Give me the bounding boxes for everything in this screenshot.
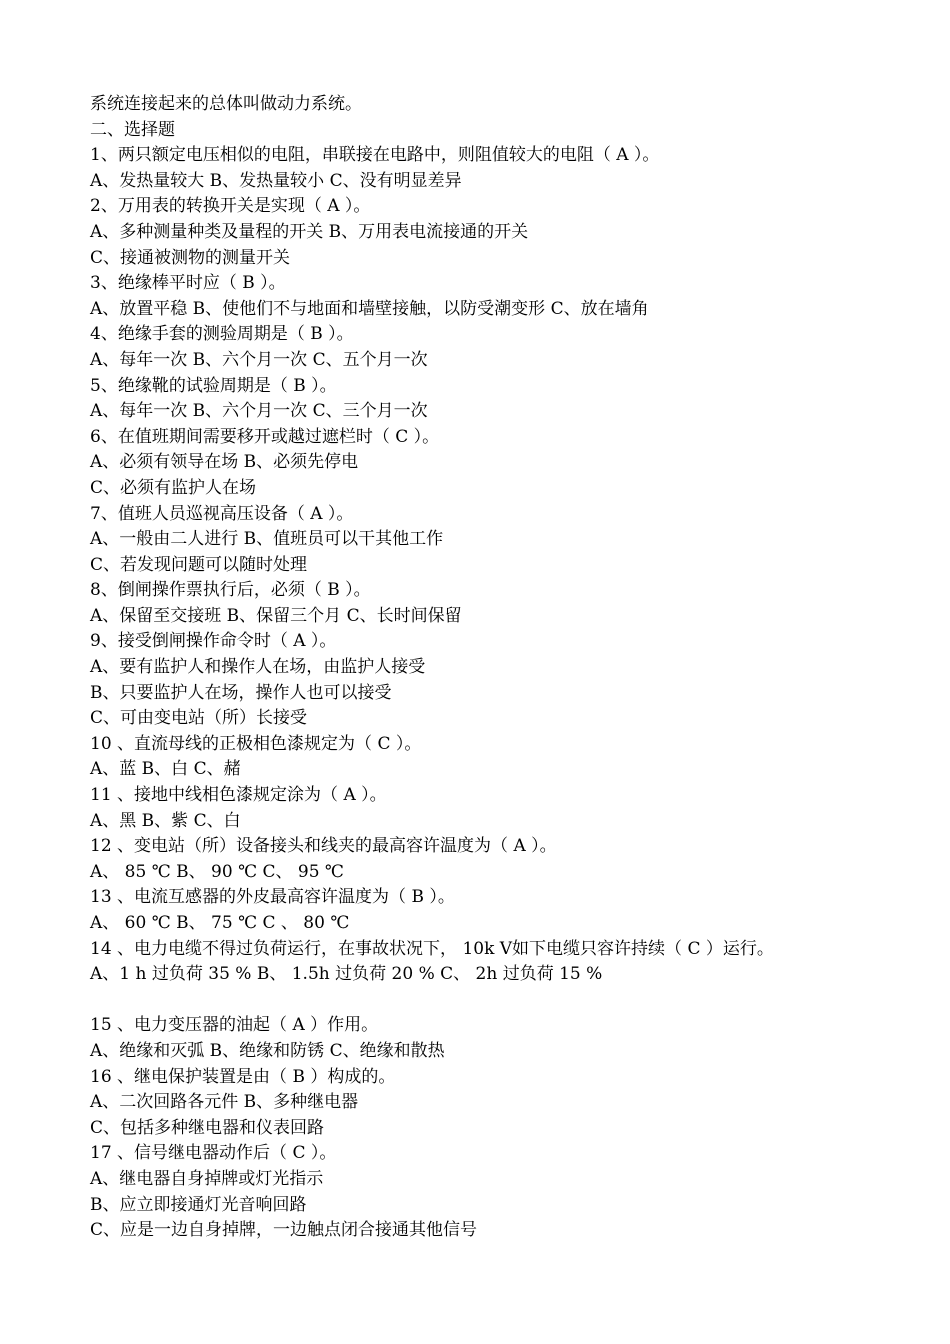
question-line: 6、在值班期间需要移开或越过遮栏时（ C ）。 xyxy=(90,426,440,447)
option-line: C、应是一边自身掉牌，一边触点闭合接通其他信号 xyxy=(90,1220,478,1241)
option-line: B、只要监护人在场，操作人也可以接受 xyxy=(90,682,392,703)
option-line: A、1 h 过负荷 35 % B、 1.5h 过负荷 20 % C、 2h 过负荷 15 % xyxy=(90,964,603,985)
question-line: 7、值班人员巡视高压设备（ A ）。 xyxy=(90,503,354,524)
question-line: 14 、电力电缆不得过负荷运行，在事故状况下， 10k V如下电缆只容许持续（ C ）运行。 xyxy=(90,938,774,959)
option-line: A、 60 ℃ B、 75 ℃ C 、 80 ℃ xyxy=(90,913,350,933)
option-line: A、每年一次 B、六个月一次 C、五个月一次 xyxy=(90,349,428,370)
option-line: C、接通被测物的测量开关 xyxy=(90,247,291,268)
option-line: A、绝缘和灭弧 B、绝缘和防锈 C、绝缘和散热 xyxy=(90,1040,445,1061)
option-line: C、若发现问题可以随时处理 xyxy=(90,554,308,575)
option-line: A、多种测量种类及量程的开关 B、万用表电流接通的开关 xyxy=(90,221,529,242)
question-line: 17 、信号继电器动作后（ C ）。 xyxy=(90,1143,337,1164)
option-line: B、应立即接通灯光音响回路 xyxy=(90,1194,307,1215)
option-line: A、继电器自身掉牌或灯光指示 xyxy=(90,1168,324,1189)
document-body xyxy=(90,92,930,1244)
option-line: A、保留至交接班 B、保留三个月 C、长时间保留 xyxy=(90,605,462,626)
option-line: A、黑 B、紫 C、白 xyxy=(90,810,241,831)
question-line: 13 、电流互感器的外皮最高容许温度为（ B ）。 xyxy=(90,887,455,908)
option-line: A、二次回路各元件 B、多种继电器 xyxy=(90,1092,359,1113)
option-line: A、发热量较大 B、发热量较小 C、没有明显差异 xyxy=(90,170,462,191)
option-line: C、包括多种继电器和仪表回路 xyxy=(90,1117,325,1138)
blank-line xyxy=(90,988,930,1014)
option-line: A、每年一次 B、六个月一次 C、三个月一次 xyxy=(90,401,428,422)
question-line: 2、万用表的转换开关是实现（ A ）。 xyxy=(90,196,371,217)
option-line: C、可由变电站（所）长接受 xyxy=(90,708,308,729)
question-line: 5、绝缘靴的试验周期是（ B ）。 xyxy=(90,375,337,396)
question-line: 15 、电力变压器的油起（ A ）作用。 xyxy=(90,1015,379,1036)
question-line: 8、倒闸操作票执行后，必须（ B ）。 xyxy=(90,580,371,601)
question-line: 4、绝缘手套的测验周期是（ B ）。 xyxy=(90,324,354,345)
option-line: A、 85 ℃ B、 90 ℃ C、 95 ℃ xyxy=(90,861,344,882)
question-line: 11 、接地中线相色漆规定涂为（ A ）。 xyxy=(90,785,387,806)
question-line: 12 、变电站（所）设备接头和线夹的最高容许温度为（ A ）。 xyxy=(90,836,557,857)
question-line: 3、绝缘棒平时应（ B ）。 xyxy=(90,273,286,294)
question-line: 9、接受倒闸操作命令时（ A ）。 xyxy=(90,631,337,652)
option-line: C、必须有监护人在场 xyxy=(90,477,257,498)
option-line: A、要有监护人和操作人在场，由监护人接受 xyxy=(90,657,426,678)
option-line: A、蓝 B、白 C、赭 xyxy=(90,759,241,780)
text-line: 系统连接起来的总体叫做动力系统。 xyxy=(90,94,362,114)
option-line: A、放置平稳 B、使他们不与地面和墙壁接触，以防受潮变形 C、放在墙角 xyxy=(90,298,649,319)
section-heading: 二、选择题 xyxy=(90,119,175,140)
question-line: 16 、继电保护装置是由（ B ）构成的。 xyxy=(90,1066,396,1087)
option-line: A、一般由二人进行 B、值班员可以干其他工作 xyxy=(90,529,444,550)
question-line: 1、两只额定电压相似的电阻，串联接在电路中，则阻值较大的电阻（ A ）。 xyxy=(90,145,660,166)
option-line: A、必须有领导在场 B、必须先停电 xyxy=(90,452,359,473)
question-line: 10 、直流母线的正极相色漆规定为（ C ）。 xyxy=(90,733,422,754)
